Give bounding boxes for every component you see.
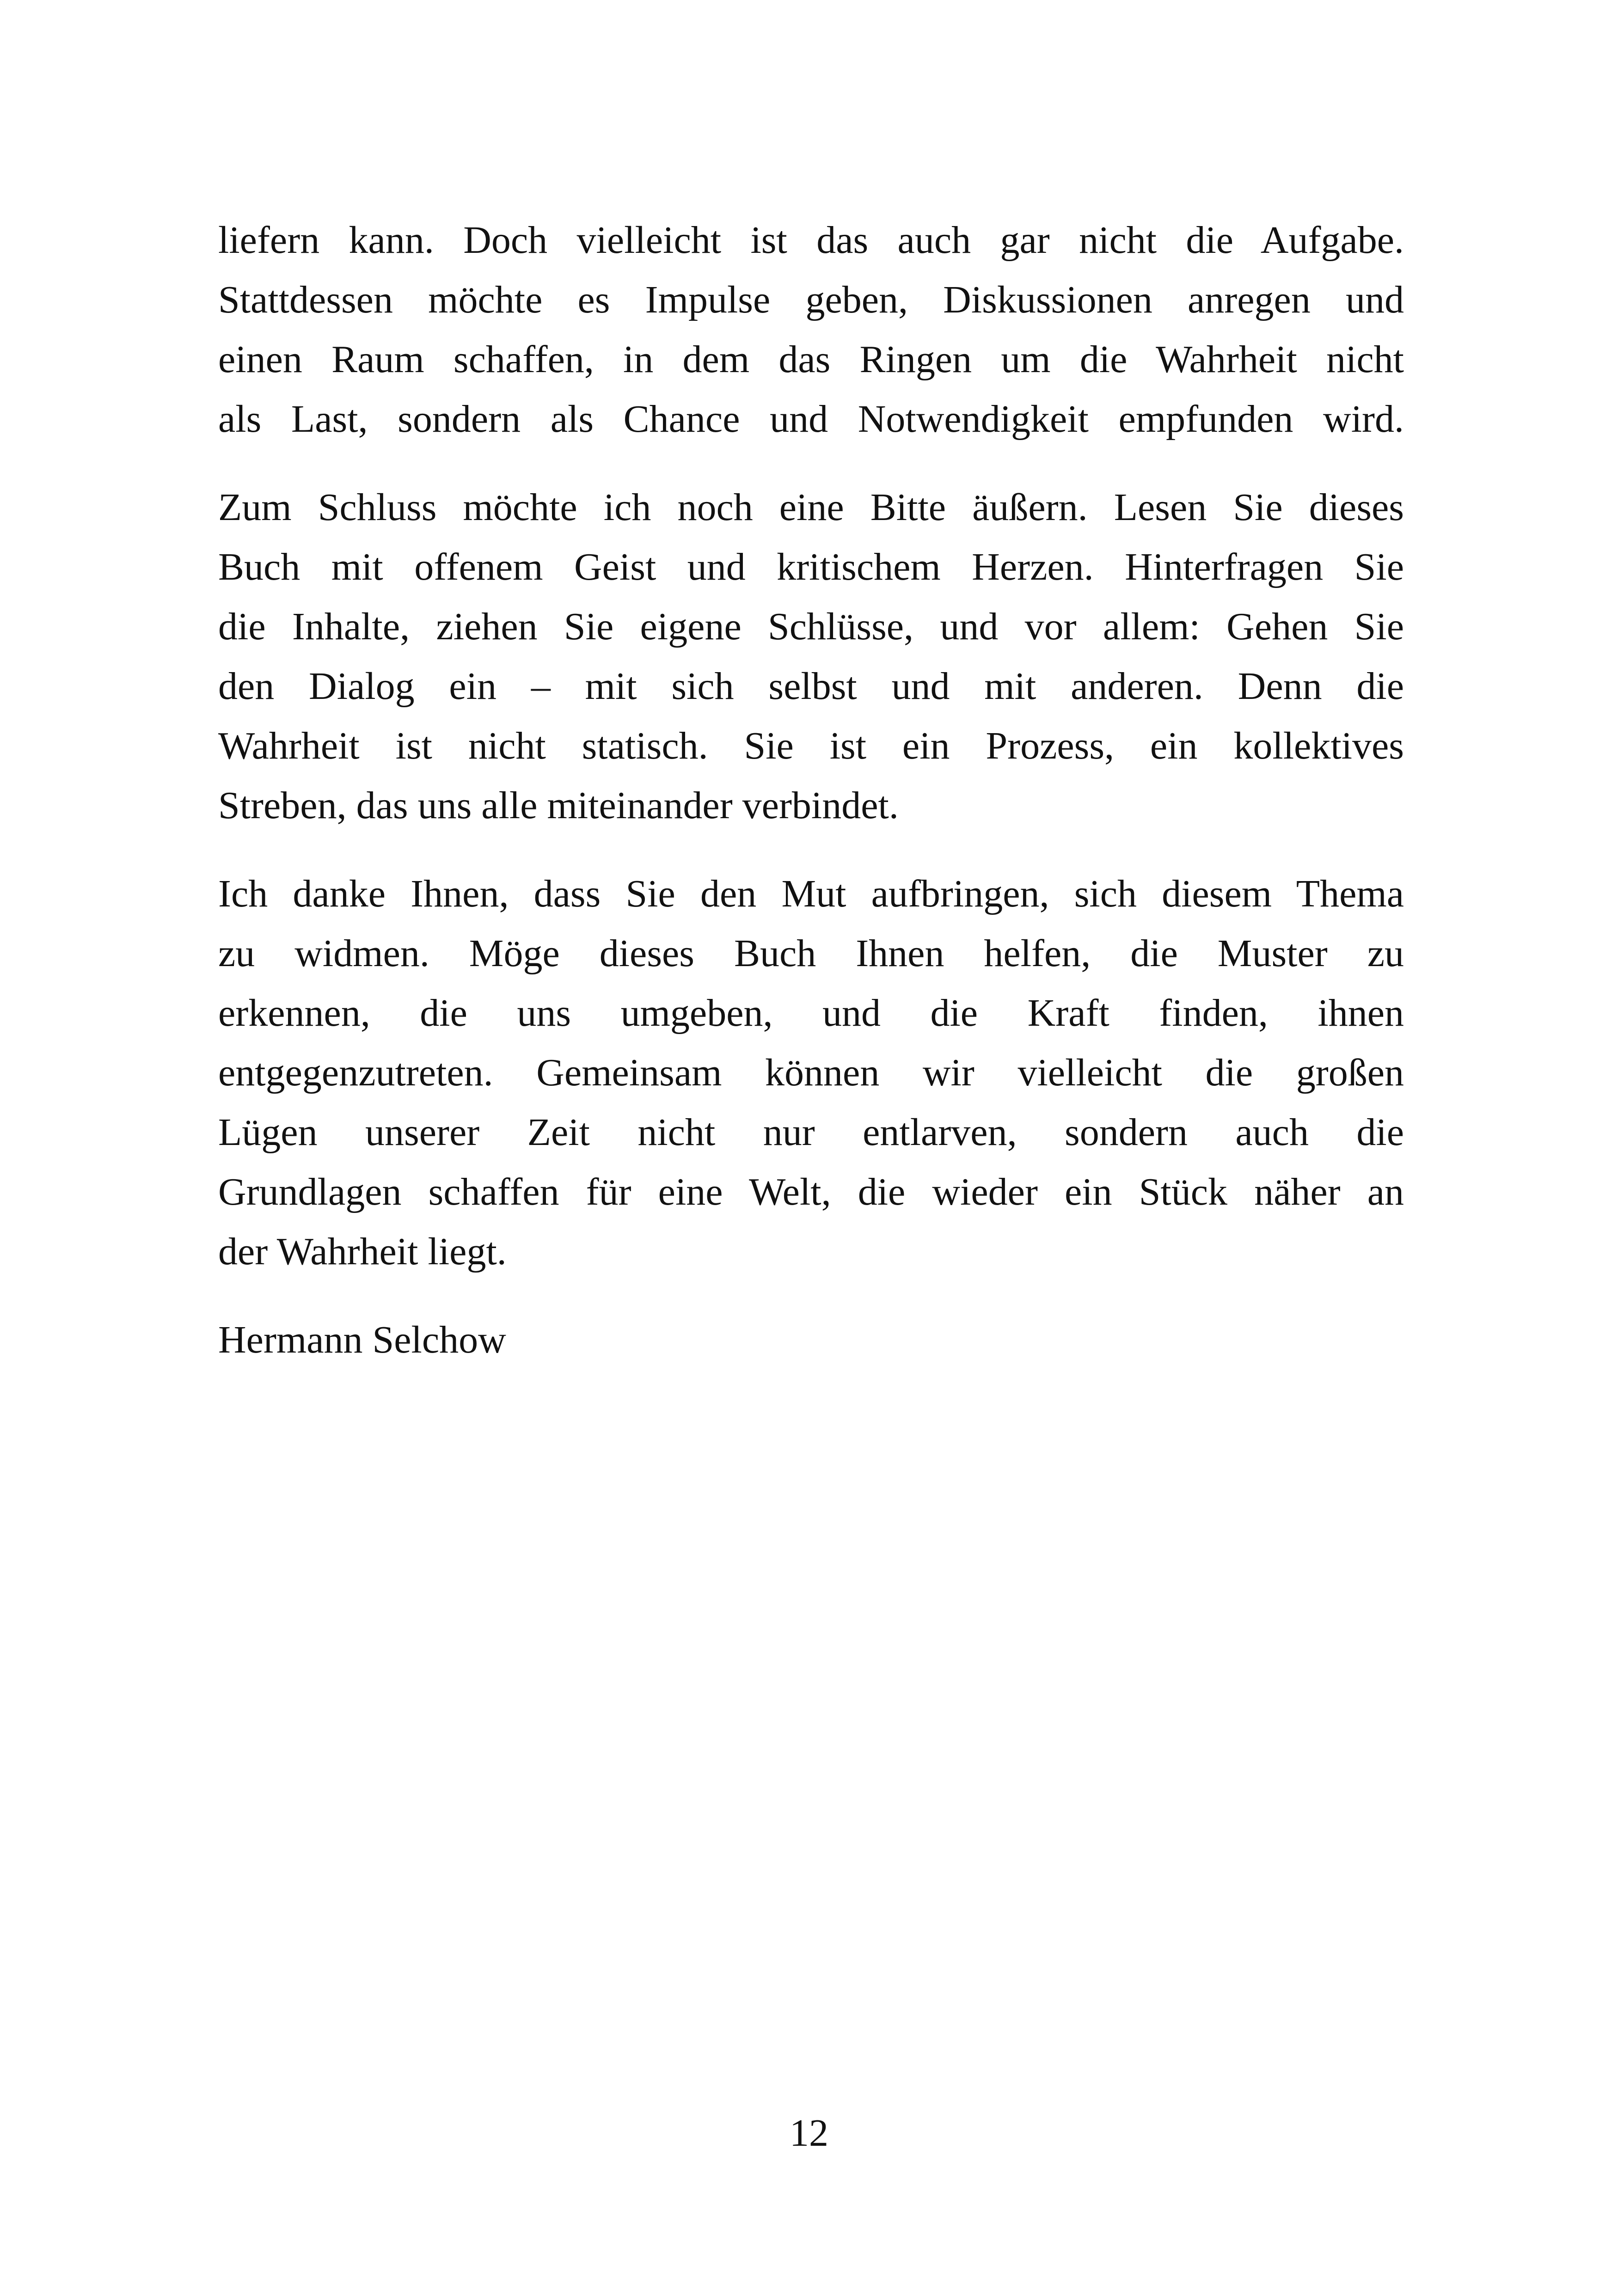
text-line: erkennen, die uns umgeben, und die Kraft finden, ihnen [218,992,1404,1035]
text-line: Grundlagen schaffen für eine Welt, die wieder ein Stück näher an [218,1170,1404,1213]
paragraph-2 [218,478,1404,835]
text-line: die Inhalte, ziehen Sie eigene Schlüsse, und vor allem: Gehen Sie [218,605,1404,648]
text-line: Streben, das uns alle miteinander verbindet. [218,784,899,827]
paragraph-1 [218,210,1404,449]
paragraph-3 [218,864,1404,1281]
text-line: Ich danke Ihnen, dass Sie den Mut aufbringen, sich diesem Thema [218,872,1404,915]
text-line: Buch mit offenem Geist und kritischem Herzen. Hinterfragen Sie [218,545,1404,588]
text-line: einen Raum schaffen, in dem das Ringen um die Wahrheit nicht [218,338,1404,381]
text-line: den Dialog ein – mit sich selbst und mit anderen. Denn die [218,665,1404,708]
page-number: 12 [790,2112,828,2155]
text-line: liefern kann. Doch vielleicht ist das auch gar nicht die Aufgabe. [218,219,1404,262]
text-line: Zum Schluss möchte ich noch eine Bitte äußern. Lesen Sie dieses [218,486,1404,529]
body-text [218,210,1404,1370]
text-line: zu widmen. Möge dieses Buch Ihnen helfen, die Muster zu [218,932,1404,975]
text-line: Stattdessen möchte es Impulse geben, Diskussionen anregen und [218,278,1404,321]
author-signature: Hermann Selchow [218,1318,506,1361]
text-line: als Last, sondern als Chance und Notwendigkeit empfunden wird. [218,398,1404,441]
text-line: der Wahrheit liegt. [218,1230,507,1273]
text-line: Wahrheit ist nicht statisch. Sie ist ein Prozess, ein kollektives [218,724,1404,767]
text-line: Lügen unserer Zeit nicht nur entlarven, sondern auch die [218,1111,1404,1154]
text-line: entgegenzutreten. Gemeinsam können wir vielleicht die großen [218,1051,1404,1094]
